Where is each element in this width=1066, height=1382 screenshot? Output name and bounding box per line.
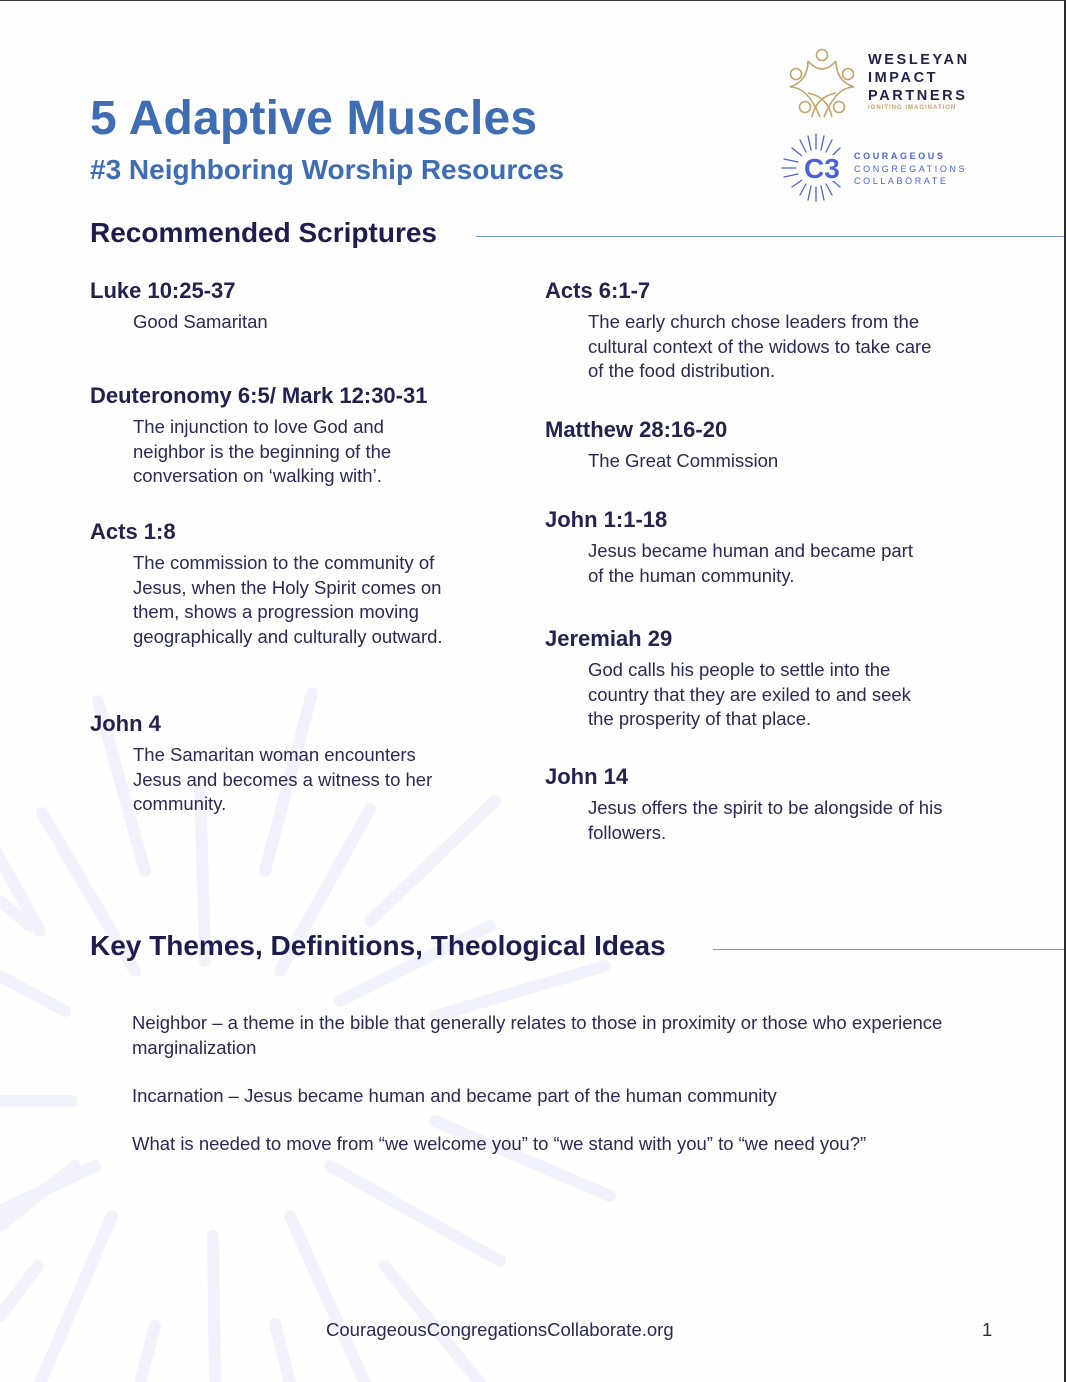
scripture-item <box>90 710 490 817</box>
section-divider <box>713 949 1064 950</box>
wesleyan-impact-partners-logo <box>786 47 976 119</box>
section-divider <box>476 236 1064 237</box>
scripture-item <box>545 625 945 732</box>
scripture-item <box>90 518 490 649</box>
scripture-reference: John 14 <box>545 764 629 789</box>
scripture-reference: Jeremiah 29 <box>545 626 673 651</box>
theme-item: Neighbor – a theme in the bible that generally relates to those in proximity or those who experience marginalization <box>132 1012 943 1058</box>
scripture-item <box>545 506 945 588</box>
wesleyan-logo-line: WESLEYAN <box>868 52 970 68</box>
scripture-reference: John 1:1-18 <box>545 507 668 532</box>
wesleyan-logo-line: PARTNERS <box>868 88 968 104</box>
scripture-description: Good Samaritan <box>133 311 268 332</box>
scripture-description: Jesus became human and became part of the human community. <box>588 540 913 586</box>
scripture-item <box>545 416 945 474</box>
scripture-description: Jesus offers the spirit to be alongside of his followers. <box>588 797 943 843</box>
footer-website-link[interactable]: CourageousCongregationsCollaborate.org <box>326 1319 674 1340</box>
c3-logo-line: CONGREGATIONS <box>854 163 968 174</box>
theme-item: Incarnation – Jesus became human and became part of the human community <box>132 1084 777 1106</box>
c3-logo-line: COURAGEOUS <box>854 151 946 161</box>
scripture-reference: Acts 1:8 <box>90 519 176 544</box>
scripture-item <box>545 277 945 384</box>
scripture-description: God calls his people to settle into the country that they are exiled to and seek the prosperity of that place. <box>588 659 911 729</box>
page-subtitle: #3 Neighboring Worship Resources <box>90 154 565 185</box>
scripture-reference: Matthew 28:16-20 <box>545 417 728 442</box>
interlocking-people-icon <box>786 47 858 119</box>
c3-logo <box>780 131 980 203</box>
scripture-reference: Acts 6:1-7 <box>545 278 651 303</box>
scripture-description: The Great Commission <box>588 450 779 471</box>
section-heading-themes: Key Themes, Definitions, Theological Ideas <box>90 930 666 961</box>
wesleyan-logo-wordmark <box>868 51 970 105</box>
themes-list <box>132 1011 1012 1180</box>
scripture-description: The commission to the community of Jesus, when the Holy Spirit comes on them, shows a progression moving geographically and culturally outward. <box>133 552 443 647</box>
sunburst-icon <box>780 131 852 203</box>
c3-logo-wordmark <box>854 150 967 188</box>
scripture-reference: John 4 <box>90 711 161 736</box>
wesleyan-logo-line: IMPACT <box>868 70 939 86</box>
scripture-description: The early church chose leaders from the cultural context of the widows to take care of the food distribution. <box>588 311 932 381</box>
scripture-reference: Luke 10:25-37 <box>90 278 236 303</box>
scripture-description: The injunction to love God and neighbor is the beginning of the conversation on ‘walking with’. <box>133 416 392 486</box>
theme-item: What is needed to move from “we welcome you” to “we stand with you” to “we need you?” <box>132 1132 867 1154</box>
wesleyan-logo-tagline: IGNITING IMAGINATION <box>868 105 957 111</box>
c3-mark: C3 <box>804 153 840 184</box>
scripture-description: The Samaritan woman encounters Jesus and becomes a witness to her community. <box>133 744 433 814</box>
page-title: 5 Adaptive Muscles <box>90 92 538 145</box>
scripture-reference: Deuteronomy 6:5/ Mark 12:30-31 <box>90 383 428 408</box>
scripture-item <box>90 382 490 489</box>
page-number: 1 <box>982 1319 993 1340</box>
c3-logo-line: COLLABORATE <box>854 176 949 186</box>
scripture-item <box>545 763 945 845</box>
scripture-item <box>90 277 490 335</box>
section-heading-scriptures: Recommended Scriptures <box>90 217 437 248</box>
